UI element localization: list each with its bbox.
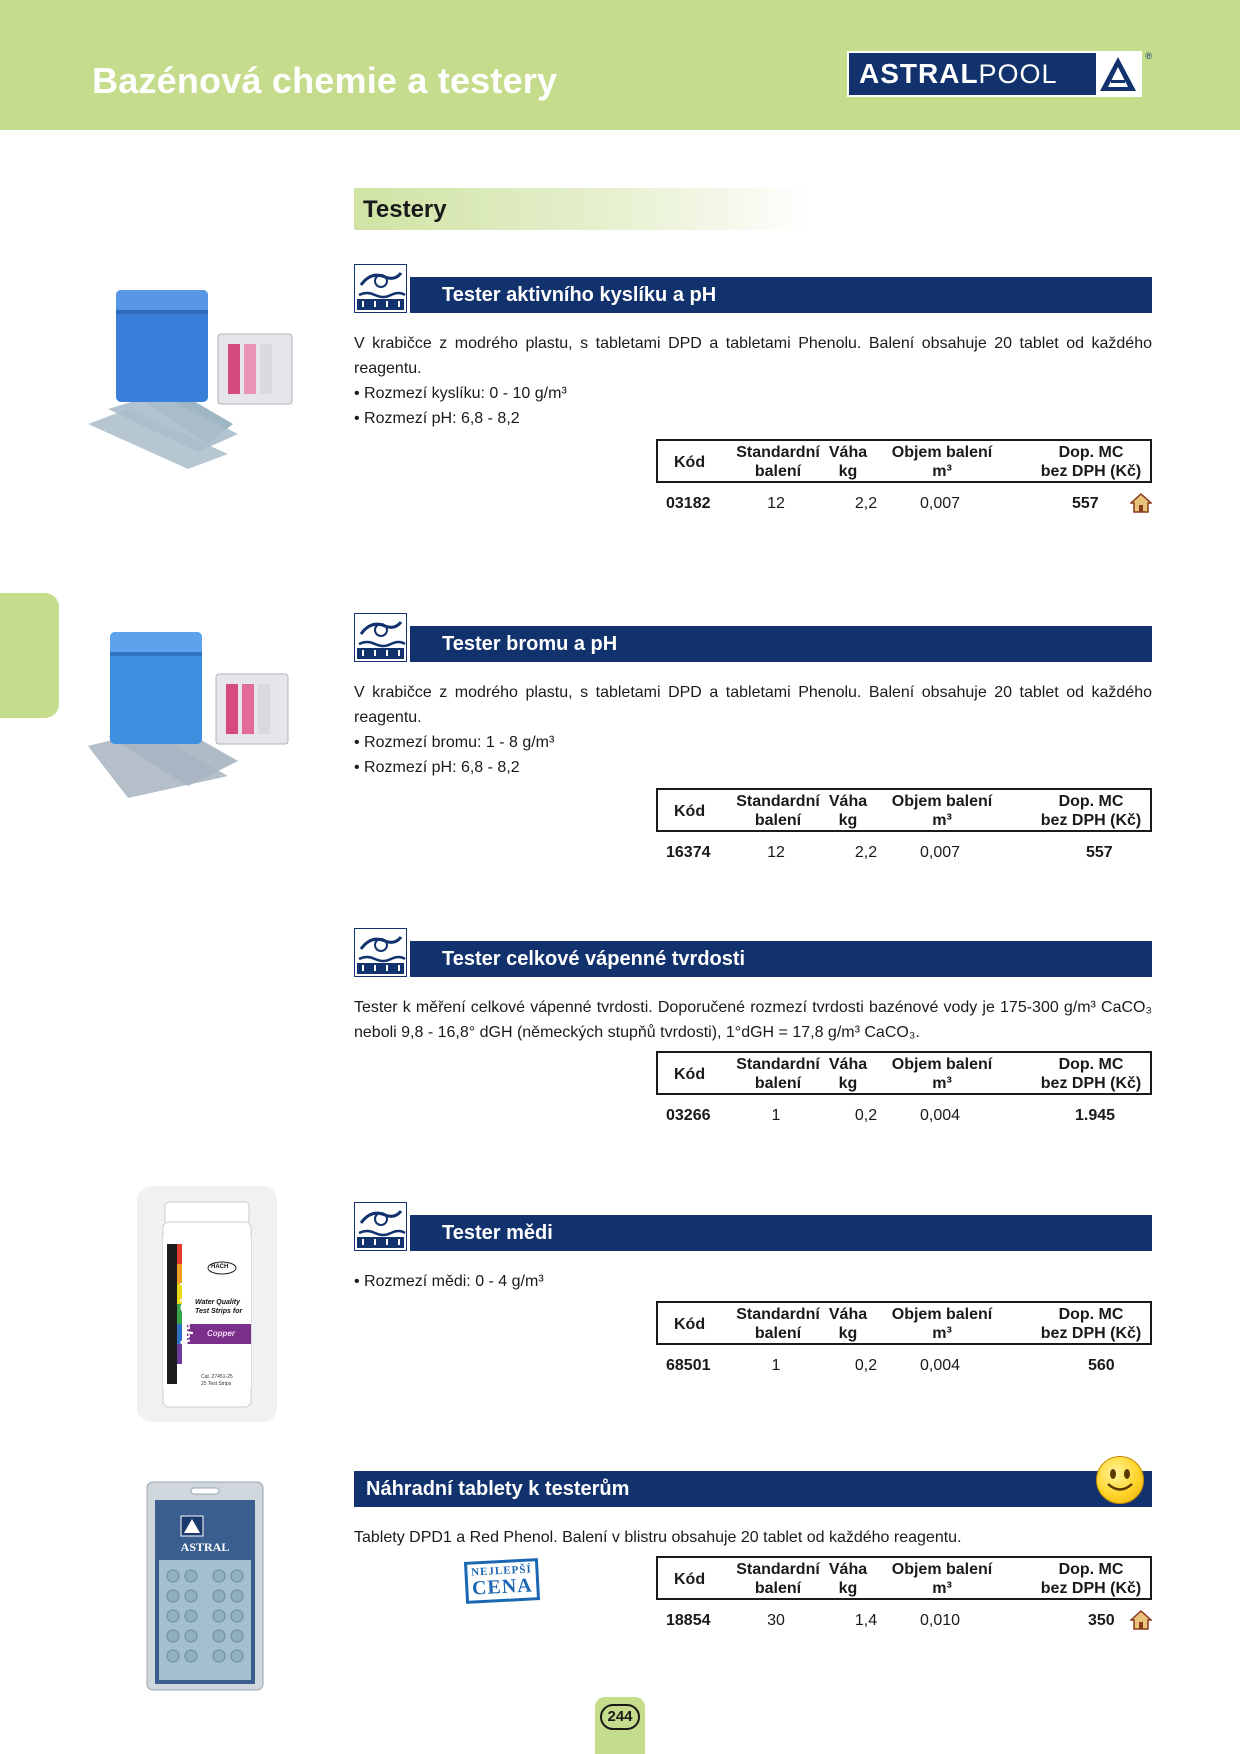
page-title: Bazénová chemie a testery <box>92 60 558 101</box>
blister-brand-label: ASTRAL <box>180 1540 230 1554</box>
product-table <box>656 1556 1152 1634</box>
col-header-weight: Váha kg <box>828 1056 868 1092</box>
table-header <box>656 1556 1152 1600</box>
aquachek-maker-label: HACH <box>211 1264 229 1270</box>
product-title-bar <box>354 1471 1152 1507</box>
col-header-price: Dop. MC bez DPH (Kč) <box>1040 1561 1142 1597</box>
home-delivery-icon <box>1130 493 1152 513</box>
col-header-standard: Standardní balení <box>736 1056 820 1092</box>
table-header <box>656 1051 1152 1095</box>
table-header <box>656 788 1152 832</box>
product-oxygen-ph-tester <box>354 277 1152 517</box>
col-header-volume: Objem balení m³ <box>891 1561 993 1597</box>
col-header-weight: Váha kg <box>828 793 868 829</box>
product-description <box>354 331 1152 431</box>
cell-standard: 12 <box>767 495 785 512</box>
product-table <box>656 439 1152 517</box>
cell-weight: 0,2 <box>854 1107 878 1124</box>
cell-volume: 0,007 <box>919 844 961 861</box>
cell-standard: 1 <box>771 1357 781 1374</box>
col-header-volume: Objem balení m³ <box>891 444 993 480</box>
cell-weight: 2,2 <box>854 495 878 512</box>
product-description <box>354 680 1152 780</box>
section-title <box>354 188 810 230</box>
product-description <box>354 995 1152 1045</box>
col-header-kod: Kód <box>674 1571 706 1588</box>
col-header-volume: Objem balení m³ <box>891 1306 993 1342</box>
col-header-kod: Kód <box>674 1066 706 1083</box>
home-delivery-icon <box>1130 1610 1152 1630</box>
stamp-line1: NEJLEPŠÍ <box>470 1563 533 1579</box>
cell-kod: 16374 <box>666 844 711 861</box>
product-bromine-ph-tester <box>354 626 1152 866</box>
side-tab <box>0 593 59 718</box>
page-header <box>0 0 1240 130</box>
aquachek-cat-label: Cat. 27451-25 <box>201 1374 233 1380</box>
product-description-text: Tester k měření celkové vápenné tvrdosti. Doporučené rozmezí tvrdosti bazénové vody je 175-300 g/m³ CaCO₃ neboli 9,8 - 16,8° dGH (německých stupňů tvrdosti), 1°dGH = 17,8 g/m³ CaCO₃. <box>354 999 1152 1041</box>
pool-chemistry-icon <box>354 264 407 313</box>
astralpool-logo <box>847 51 1152 97</box>
product-title-bar <box>410 1215 1152 1251</box>
cell-price: 1.945 <box>1075 1107 1116 1124</box>
cell-volume: 0,004 <box>919 1357 961 1374</box>
col-header-weight: Váha kg <box>828 1561 868 1597</box>
pool-chemistry-icon <box>354 928 407 977</box>
product-description <box>354 1269 1152 1294</box>
product-description <box>354 1525 1152 1550</box>
col-header-price: Dop. MC bez DPH (Kč) <box>1040 1056 1142 1092</box>
product-table <box>656 1051 1152 1129</box>
aquachek-variant-label: Copper <box>207 1329 235 1338</box>
section-title-text: Testery <box>363 196 447 223</box>
product-description-text: V krabičce z modrého plastu, s tabletami DPD a tabletami Phenolu. Balení obsahuje 20 tablet od každého reagentu. <box>354 335 1152 377</box>
cell-kod: 68501 <box>666 1357 711 1374</box>
table-header <box>656 1301 1152 1345</box>
table-row <box>656 832 1152 866</box>
logo-astral-text: ASTRAL <box>859 58 979 89</box>
product-title-bar <box>410 277 1152 313</box>
cell-volume: 0,007 <box>919 495 961 512</box>
col-header-volume: Objem balení m³ <box>891 1056 993 1092</box>
product-bullet: • Rozmezí pH: 6,8 - 8,2 <box>354 410 520 427</box>
logo-pool-text: POOL <box>978 58 1058 89</box>
smiley-icon <box>1096 1456 1144 1504</box>
col-header-standard: Standardní balení <box>736 793 820 829</box>
product-bullet: • Rozmezí kyslíku: 0 - 10 g/m³ <box>354 385 567 402</box>
product-title: Tester mědi <box>442 1222 553 1244</box>
product-bullet: • Rozmezí bromu: 1 - 8 g/m³ <box>354 734 555 751</box>
cell-volume: 0,004 <box>919 1107 961 1124</box>
aquachek-desc-line1: Water Quality <box>195 1299 240 1306</box>
page-number-tab <box>595 1697 645 1754</box>
product-title: Tester bromu a pH <box>442 633 618 655</box>
logo-registered-mark: ® <box>1145 51 1152 61</box>
product-bullet: • Rozmezí pH: 6,8 - 8,2 <box>354 759 520 776</box>
product-table <box>656 788 1152 866</box>
col-header-weight: Váha kg <box>828 1306 868 1342</box>
col-header-price: Dop. MC bez DPH (Kč) <box>1040 1306 1142 1342</box>
col-header-kod: Kód <box>674 803 706 820</box>
col-header-price: Dop. MC bez DPH (Kč) <box>1040 444 1142 480</box>
table-row <box>656 483 1152 517</box>
aquachek-count-label: 25 Test Strips <box>201 1381 232 1387</box>
cell-kod: 03182 <box>666 495 711 512</box>
product-title-bar <box>410 626 1152 662</box>
product-description-text: V krabičce z modrého plastu, s tabletami DPD a tabletami Phenolu. Balení obsahuje 20 tablet od každého reagentu. <box>354 684 1152 726</box>
cell-weight: 1,4 <box>854 1612 878 1629</box>
product-bullet: • Rozmezí mědi: 0 - 4 g/m³ <box>354 1273 544 1290</box>
col-header-standard: Standardní balení <box>736 1306 820 1342</box>
cell-price: 557 <box>1072 495 1099 512</box>
col-header-kod: Kód <box>674 454 706 471</box>
product-title: Tester aktivního kyslíku a pH <box>442 284 717 306</box>
cell-standard: 30 <box>767 1612 785 1629</box>
product-image-tablet-blister <box>145 1480 265 1692</box>
cell-standard: 1 <box>771 1107 781 1124</box>
product-hardness-tester <box>354 941 1152 1141</box>
product-title: Tester celkové vápenné tvrdosti <box>442 948 746 970</box>
product-image-oxygen-tester <box>88 284 308 469</box>
product-image-bromine-tester <box>88 626 308 801</box>
col-header-kod: Kód <box>674 1316 706 1333</box>
aquachek-brand-label: AquaChek <box>177 1279 193 1349</box>
col-header-standard: Standardní balení <box>736 1561 820 1597</box>
col-header-volume: Objem balení m³ <box>891 793 993 829</box>
col-header-price: Dop. MC bez DPH (Kč) <box>1040 793 1142 829</box>
pool-chemistry-icon <box>354 1202 407 1251</box>
page-number: 244 <box>600 1704 640 1730</box>
table-row <box>656 1345 1152 1379</box>
table-row <box>656 1600 1152 1634</box>
product-title: Náhradní tablety k testerům <box>366 1478 630 1500</box>
aquachek-desc-line2: Test Strips for <box>195 1308 243 1315</box>
product-copper-tester <box>354 1215 1152 1395</box>
stamp-line2: CENA <box>471 1574 534 1600</box>
product-title-bar <box>410 941 1152 977</box>
logo-triangle-icon <box>1096 53 1140 95</box>
product-table <box>656 1301 1152 1379</box>
table-header <box>656 439 1152 483</box>
cell-weight: 0,2 <box>854 1357 878 1374</box>
cell-price: 350 <box>1088 1612 1115 1629</box>
cell-price: 560 <box>1088 1357 1115 1374</box>
cell-price: 557 <box>1086 844 1113 861</box>
cell-kod: 03266 <box>666 1107 711 1124</box>
best-price-stamp <box>464 1558 540 1604</box>
cell-volume: 0,010 <box>919 1612 961 1629</box>
product-description-text: Tablety DPD1 a Red Phenol. Balení v blistru obsahuje 20 tablet od každého reagentu. <box>354 1529 962 1546</box>
product-image-copper-strips <box>137 1186 277 1422</box>
cell-standard: 12 <box>767 844 785 861</box>
cell-kod: 18854 <box>666 1612 711 1629</box>
pool-chemistry-icon <box>354 613 407 662</box>
cell-weight: 2,2 <box>854 844 878 861</box>
col-header-standard: Standardní balení <box>736 444 820 480</box>
col-header-weight: Váha kg <box>828 444 868 480</box>
table-row <box>656 1095 1152 1129</box>
